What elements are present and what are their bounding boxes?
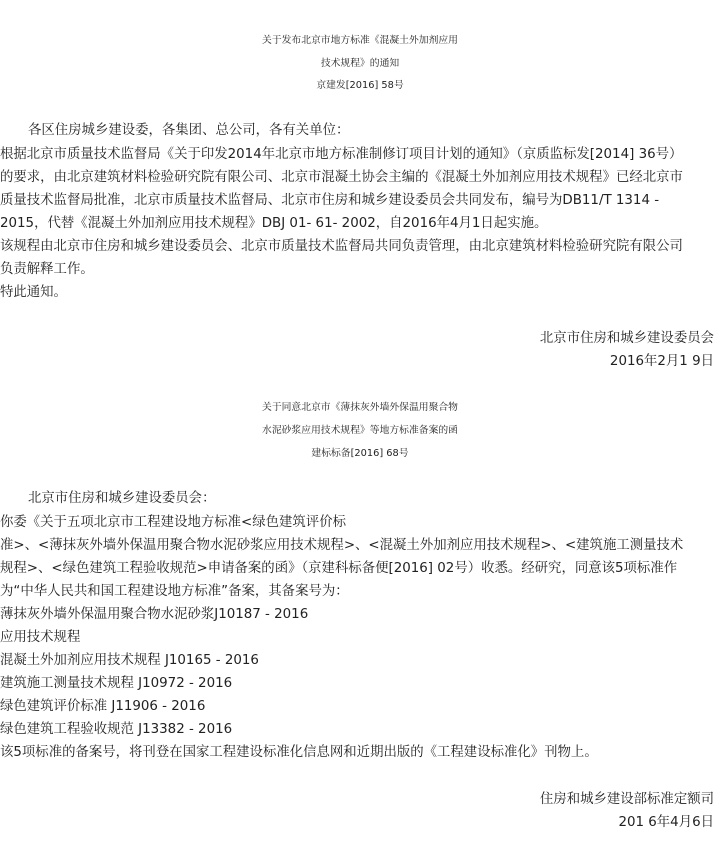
notice2-doc-number: 建标标备[2016] 68号 bbox=[311, 448, 409, 459]
notice1-body-line: 质量技术监督局批准，北京市质量技术监督局、北京市住房和城乡建设委员会共同发布，编号为DB11/T 1314 - bbox=[0, 193, 660, 208]
notice2-closing: 该5项标准的备案号，将刊登在国家工程建设标准化信息网和近期出版的《工程建设标准化》刊物上。 bbox=[0, 745, 598, 760]
notice1-doc-number: 京建发[2016] 58号 bbox=[316, 80, 404, 91]
notice2-body-line: 规程>、<绿色建筑工程验收规范>申请备案的函》（京建科标备便[2016] 02号）收悉。经研究，同意该5项标准作 bbox=[0, 561, 678, 576]
notice2-date: 201 6年4月6日 bbox=[618, 815, 714, 830]
notice2-list-item: 绿色建筑工程验收规范 J13382 - 2016 bbox=[0, 722, 233, 737]
notice1-body-line: 该规程由北京市住房和城乡建设委员会、北京市质量技术监督局共同负责管理，由北京建筑材料检验研究院有限公司 bbox=[0, 239, 683, 254]
notice1-body-line: 2015，代替《混凝土外加剂应用技术规程》DBJ 01- 61- 2002，自2016年4月1日起实施。 bbox=[0, 216, 548, 231]
notice2-body-line: 你委《关于五项北京市工程建设地方标准<绿色建筑评价标 bbox=[0, 515, 346, 530]
notice2-title-line1: 关于同意北京市《薄抹灰外墙外保温用聚合物 bbox=[262, 402, 458, 413]
notice2-signature: 住房和城乡建设部标准定额司 bbox=[539, 792, 714, 807]
notice1-body-line: 负责解释工作。 bbox=[0, 262, 94, 277]
notice1-body-line: 的要求，由北京建筑材料检验研究院有限公司、北京市混凝土协会主编的《混凝土外加剂应用技术规程》已经北京市 bbox=[0, 170, 683, 185]
notice1-salutation: 各区住房城乡建设委，各集团、总公司，各有关单位： bbox=[28, 123, 350, 138]
notice1-date: 2016年2月1 9日 bbox=[609, 354, 714, 369]
notice2-list-item: 混凝土外加剂应用技术规程 J10165 - 2016 bbox=[0, 653, 259, 668]
notice2-body-line: 准>、<薄抹灰外墙外保温用聚合物水泥砂浆应用技术规程>、<混凝土外加剂应用技术规程>、<建筑施工测量技术 bbox=[0, 538, 684, 553]
notice2-list-item: 薄抹灰外墙外保温用聚合物水泥砂浆J10187 - 2016 bbox=[0, 607, 309, 622]
notice1-body-line: 根据北京市质量技术监督局《关于印发2014年北京市地方标准制修订项目计划的通知》（京质监标发[2014] 36号） bbox=[0, 147, 683, 162]
notice2-salutation: 北京市住房和城乡建设委员会： bbox=[28, 491, 216, 506]
notice1-title-line2: 技术规程》的通知 bbox=[320, 58, 400, 69]
notice1-title-line1: 关于发布北京市地方标准《混凝土外加剂应用 bbox=[262, 35, 458, 46]
notice2-title-line2: 水泥砂浆应用技术规程》等地方标准备案的函 bbox=[262, 425, 458, 436]
notice2-list-item: 建筑施工测量技术规程 J10972 - 2016 bbox=[0, 676, 233, 691]
notice2-list-item: 绿色建筑评价标准 J11906 - 2016 bbox=[0, 699, 206, 714]
notice2-body-line: 为“中华人民共和国工程建设地方标准”备案，其备案号为： bbox=[0, 584, 349, 599]
notice1-closing: 特此通知。 bbox=[0, 285, 67, 300]
notice1-signature: 北京市住房和城乡建设委员会 bbox=[539, 331, 714, 346]
notice2-list-item: 应用技术规程 bbox=[0, 630, 81, 645]
